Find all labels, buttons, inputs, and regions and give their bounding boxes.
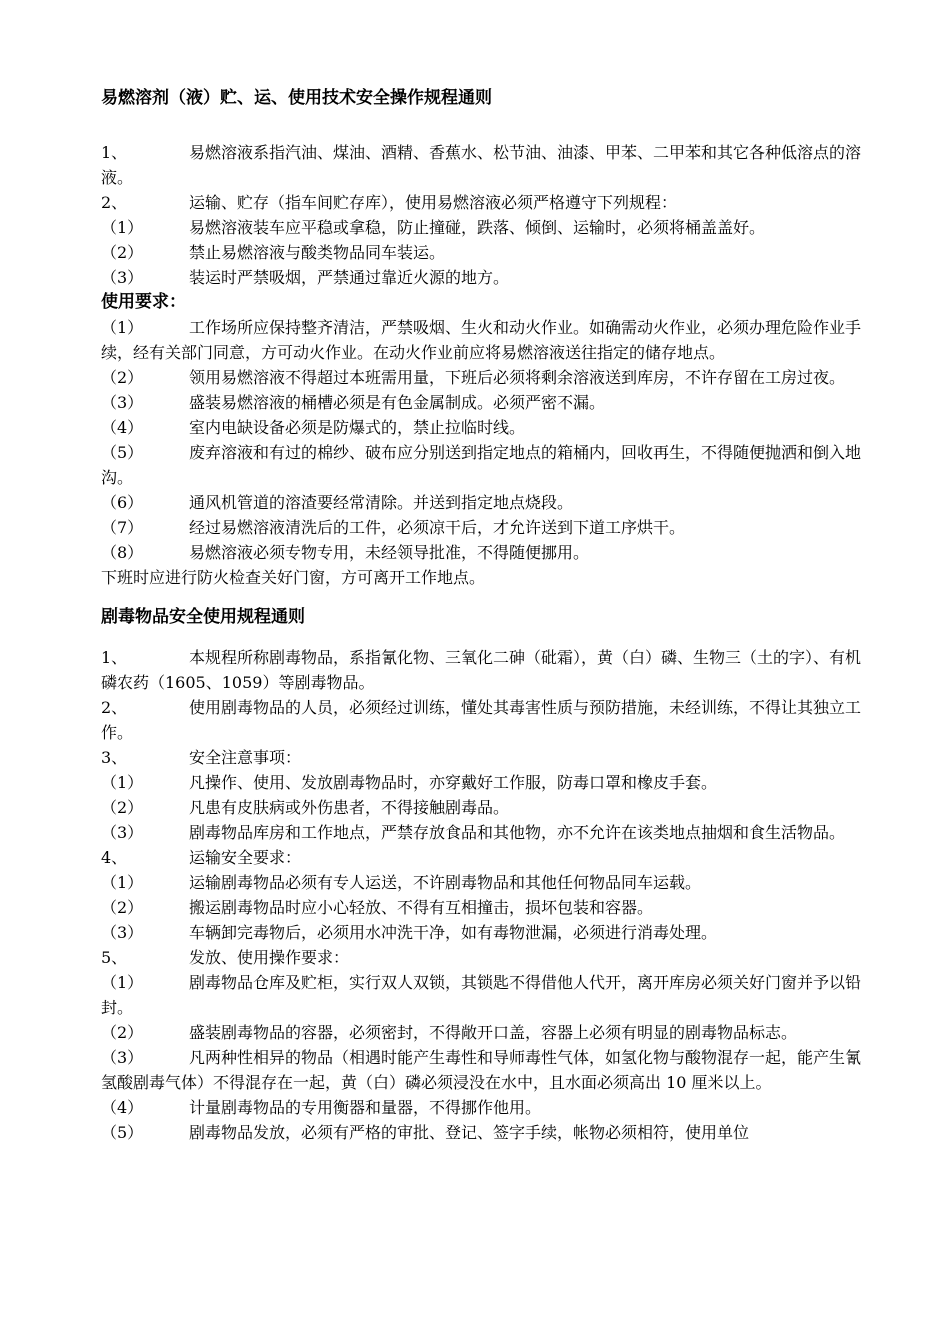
item-text: 凡操作、使用、发放剧毒物品时，亦穿戴好工作服，防毒口罩和橡皮手套。 xyxy=(189,773,718,792)
list-item xyxy=(101,645,866,695)
item-text: 工作场所应保持整齐清洁，严禁吸烟、生火和动火作业。如确需动火作业，必须办理危险作业手续，经有关部门同意，方可动火作业。在动火作业前应将易燃溶液送往指定的储存地点。 xyxy=(101,318,862,362)
item-number: （5） xyxy=(101,443,144,462)
item-number: （3） xyxy=(101,923,144,942)
item-text: 计量剧毒物品的专用衡器和量器，不得挪作他用。 xyxy=(189,1098,542,1117)
usage-items xyxy=(101,315,866,565)
item-number: （5） xyxy=(101,1123,144,1142)
list-item xyxy=(101,1095,866,1120)
item-text: 通风机管道的溶渣要经常清除。并送到指定地点烧段。 xyxy=(189,493,574,512)
item-number: （2） xyxy=(101,243,144,262)
item-text: 易燃溶液系指汽油、煤油、酒精、香蕉水、松节油、油漆、甲苯、二甲苯和其它各种低溶点的溶液。 xyxy=(101,143,862,187)
section1-items xyxy=(101,140,866,290)
item-text: 运输安全要求： xyxy=(189,848,302,867)
item-number: （3） xyxy=(101,1048,144,1067)
closing-note: 下班时应进行防火检查关好门窗，方可离开工作地点。 xyxy=(101,568,486,587)
item-text: 盛装易燃溶液的桶槽必须是有色金属制成。必须严密不漏。 xyxy=(189,393,606,412)
item-number: （3） xyxy=(101,393,144,412)
item-text: 易燃溶液必须专物专用，未经领导批准，不得随便挪用。 xyxy=(189,543,590,562)
list-item xyxy=(101,515,866,540)
item-text: 易燃溶液装车应平稳或拿稳，防止撞碰，跌落、倾倒、运输时，必须将桶盖盖好。 xyxy=(189,218,766,237)
list-item xyxy=(101,365,866,390)
list-item xyxy=(101,920,866,945)
item-number: 5、 xyxy=(101,948,128,967)
list-item xyxy=(101,415,866,440)
item-number: （2） xyxy=(101,898,144,917)
spacer xyxy=(101,111,866,140)
item-text: 领用易燃溶液不得超过本班需用量，下班后必须将剩余溶液送到库房，不许存留在工房过夜。 xyxy=(189,368,846,387)
item-number: （2） xyxy=(101,368,144,387)
list-item xyxy=(101,770,866,795)
item-text: 运输、贮存（指车间贮存库），使用易燃溶液必须严格遵守下列规程： xyxy=(189,193,678,212)
item-number: （1） xyxy=(101,773,144,792)
item-number: （1） xyxy=(101,318,144,337)
usage-heading: 使用要求： xyxy=(101,292,186,312)
item-text: 剧毒物品库房和工作地点，严禁存放食品和其他物，亦不允许在该类地点抽烟和食生活物品。 xyxy=(189,823,846,842)
list-item xyxy=(101,845,866,870)
item-text: 使用剧毒物品的人员，必须经过训练，懂处其毒害性质与预防措施，未经训练，不得让其独立工作。 xyxy=(101,698,862,742)
item-number: 2、 xyxy=(101,193,128,212)
list-item xyxy=(101,190,866,215)
item-number: （4） xyxy=(101,418,144,437)
document-page xyxy=(101,86,866,1145)
item-text: 经过易燃溶液清洗后的工件，必须凉干后，才允许送到下道工序烘干。 xyxy=(189,518,686,537)
item-text: 运输剧毒物品必须有专人运送，不许剧毒物品和其他任何物品同车运载。 xyxy=(189,873,702,892)
item-number: 1、 xyxy=(101,143,128,162)
item-number: 3、 xyxy=(101,748,128,767)
item-text: 车辆卸完毒物后，必须用水冲洗干净，如有毒物泄漏，必须进行消毒处理。 xyxy=(189,923,718,942)
list-item xyxy=(101,240,866,265)
list-item xyxy=(101,440,866,490)
list-item xyxy=(101,1045,866,1095)
item-number: （3） xyxy=(101,823,144,842)
item-number: （8） xyxy=(101,543,144,562)
list-item xyxy=(101,265,866,290)
list-item xyxy=(101,540,866,565)
item-text: 剧毒物品仓库及贮柜，实行双人双锁，其锁匙不得借他人代开，离开库房必须关好门窗并予以铅封。 xyxy=(101,973,862,1017)
item-number: （1） xyxy=(101,873,144,892)
item-number: （4） xyxy=(101,1098,144,1117)
list-item xyxy=(101,820,866,845)
item-number: 4、 xyxy=(101,848,128,867)
item-number: 1、 xyxy=(101,648,128,667)
list-item xyxy=(101,315,866,365)
list-item xyxy=(101,895,866,920)
item-number: （3） xyxy=(101,268,144,287)
section2-title: 剧毒物品安全使用规程通则 xyxy=(101,607,305,627)
item-number: （1） xyxy=(101,218,144,237)
item-number: （2） xyxy=(101,798,144,817)
list-item xyxy=(101,695,866,745)
list-item xyxy=(101,745,866,770)
list-item xyxy=(101,215,866,240)
list-item xyxy=(101,490,866,515)
list-item xyxy=(101,945,866,970)
item-text: 废弃溶液和有过的棉纱、破布应分别送到指定地点的箱桶内，回收再生，不得随便抛洒和倒入地沟。 xyxy=(101,443,862,487)
item-text: 剧毒物品发放，必须有严格的审批、登记、签字手续，帐物必须相符，使用单位 xyxy=(189,1123,750,1142)
item-number: （7） xyxy=(101,518,144,537)
item-text: 凡患有皮肤病或外伤患者，不得接触剧毒品。 xyxy=(189,798,510,817)
item-number: 2、 xyxy=(101,698,128,717)
list-item xyxy=(101,795,866,820)
item-text: 发放、使用操作要求： xyxy=(189,948,350,967)
item-text: 盛装剧毒物品的容器，必须密封，不得敞开口盖，容器上必须有明显的剧毒物品标志。 xyxy=(189,1023,798,1042)
list-item xyxy=(101,1120,866,1145)
item-number: （2） xyxy=(101,1023,144,1042)
section1-title: 易燃溶剂（液）贮、运、使用技术安全操作规程通则 xyxy=(101,88,492,108)
list-item xyxy=(101,970,866,1020)
spacer xyxy=(101,630,866,645)
item-number: （6） xyxy=(101,493,144,512)
item-text: 凡两种性相异的物品（相遇时能产生毒性和导师毒性气体，如氢化物与酸物混存一起，能产生氰氢酸剧毒气体）不得混存在一起，黄（白）磷必须浸没在水中，且水面必须高出 10 厘米以上。 xyxy=(101,1048,862,1092)
item-text: 本规程所称剧毒物品，系指氰化物、三氧化二砷（砒霜），黄（白）磷、生物三（土的字）、有机磷农药（1605、1059）等剧毒物品。 xyxy=(101,648,862,692)
item-number: （1） xyxy=(101,973,144,992)
item-text: 室内电缺设备必须是防爆式的，禁止拉临时线。 xyxy=(189,418,526,437)
item-text: 禁止易燃溶液与酸类物品同车装运。 xyxy=(189,243,446,262)
list-item xyxy=(101,1020,866,1045)
list-item xyxy=(101,140,866,190)
spacer xyxy=(101,590,866,605)
item-text: 装运时严禁吸烟，严禁通过靠近火源的地方。 xyxy=(189,268,510,287)
section2-items xyxy=(101,645,866,1145)
list-item xyxy=(101,870,866,895)
list-item xyxy=(101,390,866,415)
item-text: 搬运剧毒物品时应小心轻放、不得有互相撞击，损坏包装和容器。 xyxy=(189,898,654,917)
item-text: 安全注意事项： xyxy=(189,748,302,767)
